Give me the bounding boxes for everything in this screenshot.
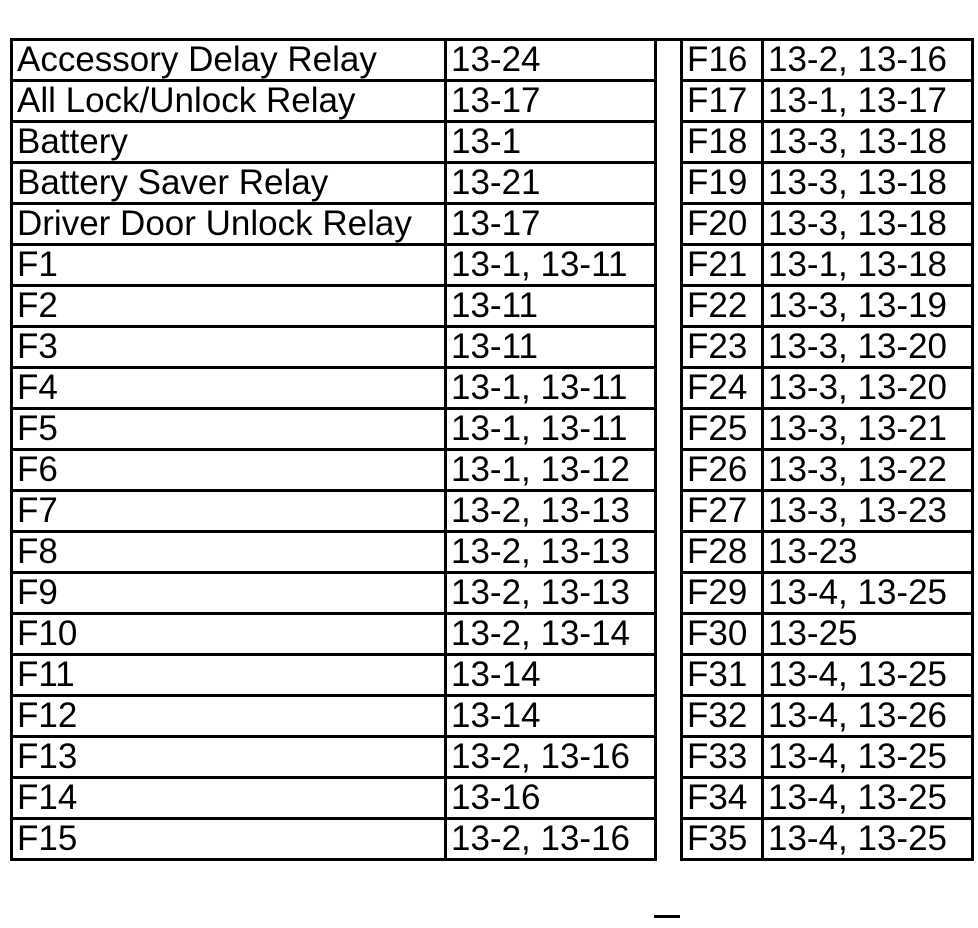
component-cell: F8 (12, 532, 446, 573)
page-reference-cell: 13-17 (446, 81, 656, 122)
component-cell: F20 (682, 204, 763, 245)
table-row (682, 573, 973, 614)
page-reference-cell: 13-23 (763, 532, 973, 573)
component-cell: F26 (682, 450, 763, 491)
component-cell: F4 (12, 368, 446, 409)
page-reference-cell: 13-4, 13-25 (763, 778, 973, 819)
component-cell: Driver Door Unlock Relay (12, 204, 446, 245)
table-row (12, 286, 656, 327)
component-cell: F14 (12, 778, 446, 819)
component-cell: Battery (12, 122, 446, 163)
component-cell: F19 (682, 163, 763, 204)
table-row (12, 614, 656, 655)
table-row (682, 819, 973, 860)
table-row (12, 819, 656, 860)
table-row (682, 532, 973, 573)
component-cell: F24 (682, 368, 763, 409)
table-row (682, 409, 973, 450)
table-row (12, 450, 656, 491)
table-row (682, 450, 973, 491)
table-row (12, 163, 656, 204)
page-reference-cell: 13-2, 13-16 (446, 819, 656, 860)
page-reference-cell: 13-1 (446, 122, 656, 163)
component-cell: F16 (682, 40, 763, 81)
table-row (12, 655, 656, 696)
table-row (12, 327, 656, 368)
table-row (12, 532, 656, 573)
table-row (682, 778, 973, 819)
component-cell: F34 (682, 778, 763, 819)
table-row (12, 122, 656, 163)
page-reference-cell: 13-4, 13-25 (763, 655, 973, 696)
table-row (12, 409, 656, 450)
page-reference-cell: 13-17 (446, 204, 656, 245)
page-reference-cell: 13-2, 13-13 (446, 532, 656, 573)
page-reference-cell: 13-1, 13-11 (446, 409, 656, 450)
component-cell: F35 (682, 819, 763, 860)
page-reference-cell: 13-3, 13-18 (763, 122, 973, 163)
page-reference-cell: 13-16 (446, 778, 656, 819)
table-row (12, 696, 656, 737)
table-row (12, 245, 656, 286)
component-cell: F23 (682, 327, 763, 368)
component-cell: F21 (682, 245, 763, 286)
page-reference-cell: 13-3, 13-20 (763, 327, 973, 368)
component-cell: F22 (682, 286, 763, 327)
page-reference-cell: 13-24 (446, 40, 656, 81)
component-cell: F2 (12, 286, 446, 327)
component-cell: F30 (682, 614, 763, 655)
component-cell: F6 (12, 450, 446, 491)
component-cell: F15 (12, 819, 446, 860)
page-reference-cell: 13-14 (446, 655, 656, 696)
page-reference-cell: 13-2, 13-16 (446, 737, 656, 778)
component-cell: F31 (682, 655, 763, 696)
component-cell: F17 (682, 81, 763, 122)
table-row (682, 163, 973, 204)
table-row (12, 737, 656, 778)
table-row (12, 368, 656, 409)
table-row (12, 81, 656, 122)
table-row (682, 614, 973, 655)
table-row (12, 573, 656, 614)
table-row (682, 327, 973, 368)
page-reference-cell: 13-4, 13-26 (763, 696, 973, 737)
table-row (12, 40, 656, 81)
page-reference-cell: 13-3, 13-21 (763, 409, 973, 450)
page-reference-cell: 13-1, 13-18 (763, 245, 973, 286)
component-cell: F9 (12, 573, 446, 614)
component-cell: F1 (12, 245, 446, 286)
table-row (12, 778, 656, 819)
table-row (682, 245, 973, 286)
component-cell: F29 (682, 573, 763, 614)
page-reference-cell: 13-1, 13-17 (763, 81, 973, 122)
component-cell: F33 (682, 737, 763, 778)
page-reference-cell: 13-1, 13-11 (446, 245, 656, 286)
component-cell: Battery Saver Relay (12, 163, 446, 204)
component-cell: F27 (682, 491, 763, 532)
component-cell: F32 (682, 696, 763, 737)
page-reference-cell: 13-3, 13-22 (763, 450, 973, 491)
page-reference-cell: 13-3, 13-20 (763, 368, 973, 409)
table-row (12, 491, 656, 532)
table-row (682, 122, 973, 163)
table-row (682, 368, 973, 409)
component-cell: F12 (12, 696, 446, 737)
page-reference-cell: 13-2, 13-16 (763, 40, 973, 81)
table-row (682, 286, 973, 327)
component-cell: F5 (12, 409, 446, 450)
component-cell: F13 (12, 737, 446, 778)
page-reference-cell: 13-11 (446, 286, 656, 327)
page-reference-cell: 13-3, 13-19 (763, 286, 973, 327)
index-table-right (680, 38, 974, 861)
page-reference-cell: 13-3, 13-23 (763, 491, 973, 532)
table-row (682, 81, 973, 122)
component-cell: F7 (12, 491, 446, 532)
table-row (682, 655, 973, 696)
page-reference-cell: 13-2, 13-13 (446, 491, 656, 532)
page-reference-cell: 13-4, 13-25 (763, 573, 973, 614)
column-separator (654, 38, 680, 918)
component-cell: All Lock/Unlock Relay (12, 81, 446, 122)
index-table-left-body (12, 40, 656, 860)
table-row (12, 204, 656, 245)
page-reference-cell: 13-3, 13-18 (763, 204, 973, 245)
table-row (682, 204, 973, 245)
component-cell: F10 (12, 614, 446, 655)
page-reference-cell: 13-1, 13-12 (446, 450, 656, 491)
table-row (682, 696, 973, 737)
component-cell: F11 (12, 655, 446, 696)
component-cell: F18 (682, 122, 763, 163)
page-reference-cell: 13-21 (446, 163, 656, 204)
component-cell: Accessory Delay Relay (12, 40, 446, 81)
page-reference-cell: 13-4, 13-25 (763, 737, 973, 778)
table-row (682, 491, 973, 532)
page-reference-cell: 13-14 (446, 696, 656, 737)
page-reference-cell: 13-25 (763, 614, 973, 655)
page-reference-cell: 13-11 (446, 327, 656, 368)
component-cell: F28 (682, 532, 763, 573)
table-row (682, 40, 973, 81)
index-table-left (10, 38, 657, 861)
table-row (682, 737, 973, 778)
component-cell: F3 (12, 327, 446, 368)
page-reference-cell: 13-4, 13-25 (763, 819, 973, 860)
page-reference-cell: 13-2, 13-13 (446, 573, 656, 614)
component-cell: F25 (682, 409, 763, 450)
index-table-right-body (682, 40, 973, 860)
page-reference-cell: 13-2, 13-14 (446, 614, 656, 655)
page-reference-cell: 13-1, 13-11 (446, 368, 656, 409)
page-reference-cell: 13-3, 13-18 (763, 163, 973, 204)
